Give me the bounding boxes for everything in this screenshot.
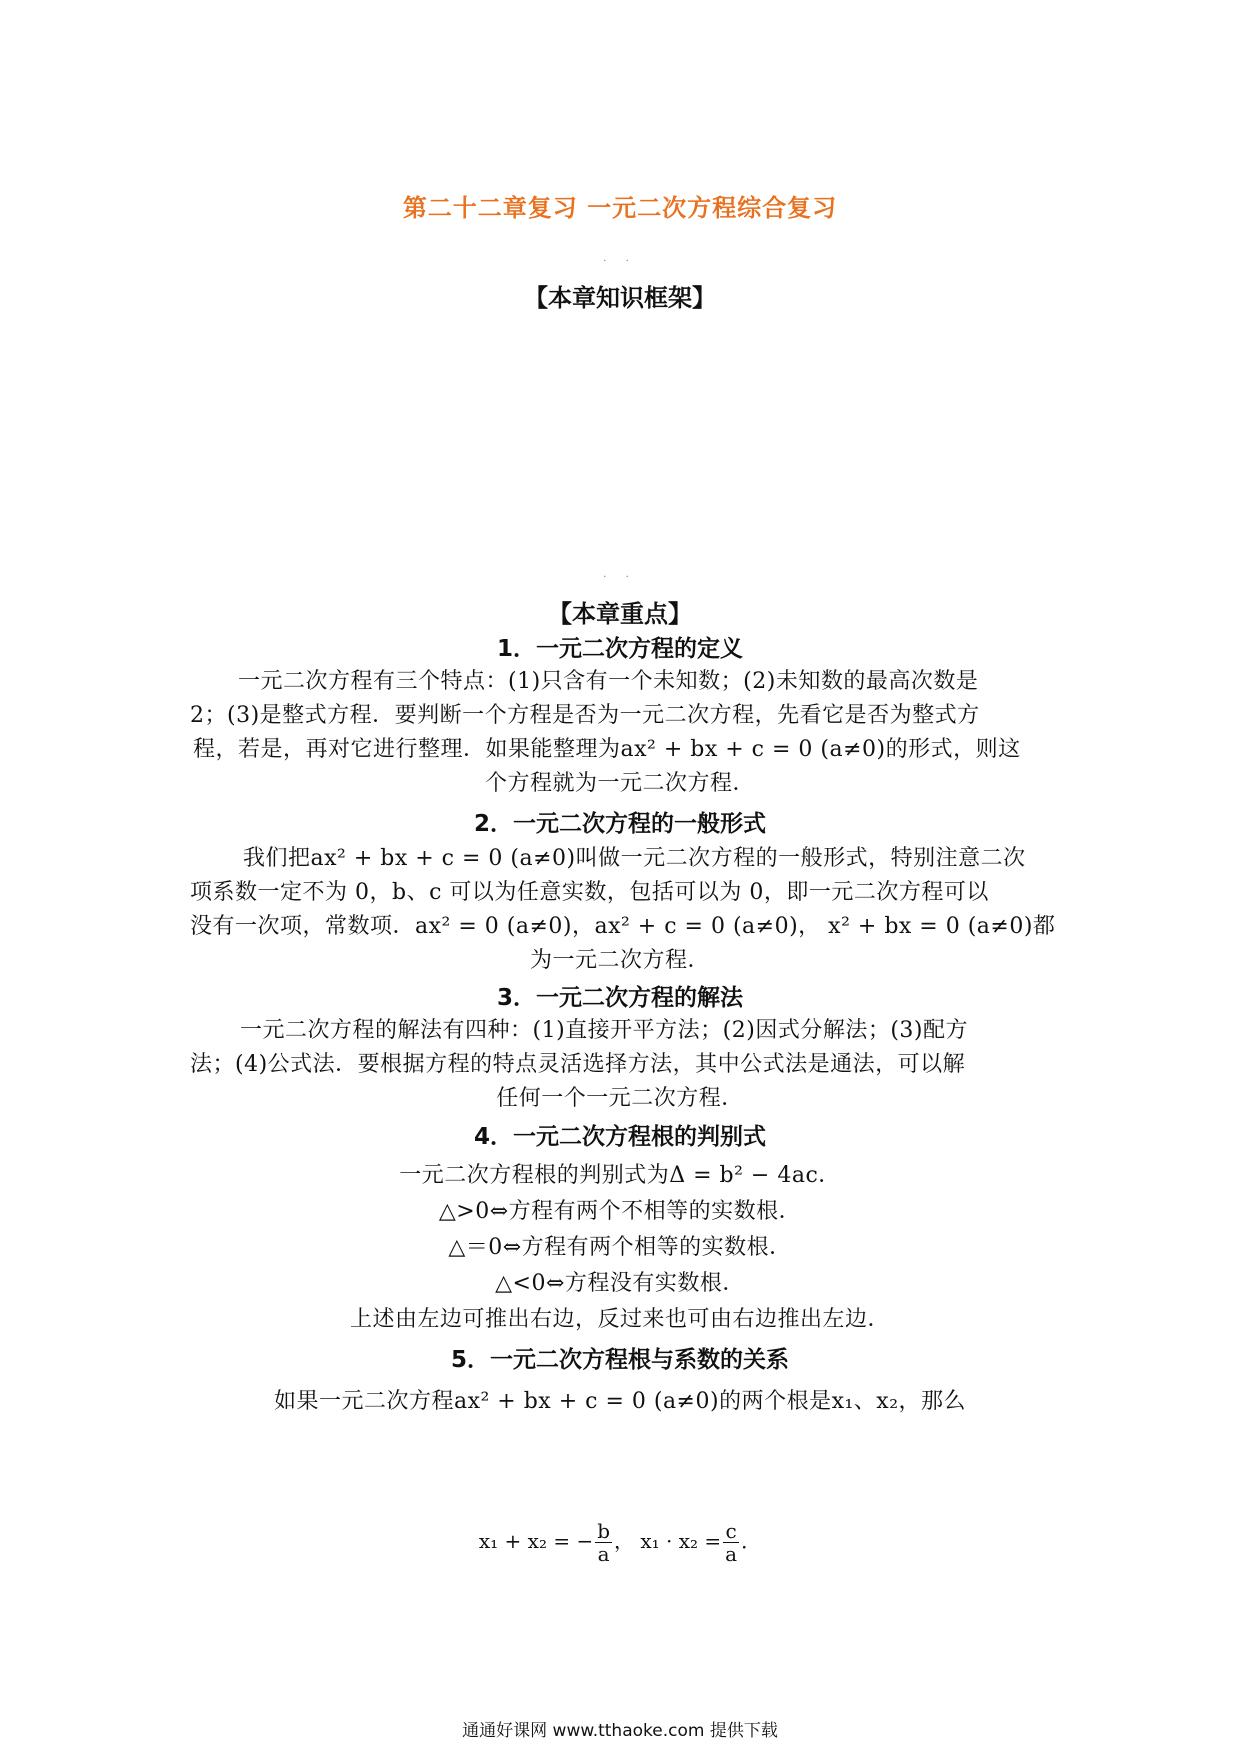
separator: ， (614, 1529, 635, 1553)
paragraph-line: 没有一次项，常数项．ax² = 0 (a≠0)，ax² + c = 0 (a≠0)， x² + bx = 0 (a≠0)都 (190, 914, 1056, 939)
fraction-numerator: b (597, 1519, 611, 1543)
prod-fraction (723, 1520, 739, 1565)
decorative-dots: · · (603, 572, 637, 583)
section-heading: 4．一元二次方程根的判别式 (473, 1124, 766, 1150)
fraction-denominator: a (597, 1542, 610, 1566)
paragraph-line: 2；(3)是整式方程．要判断一个方程是否为一元二次方程，先看它是否为整式方 (190, 703, 980, 728)
paragraph-line: 我们把ax² + bx + c = 0 (a≠0)叫做一元二次方程的一般形式，特别注意二次 (243, 846, 1026, 871)
section-heading: 3．一元二次方程的解法 (496, 985, 743, 1011)
keypoints-heading: 【本章重点】 (548, 600, 692, 628)
page-title: 第二十二章复习 一元二次方程综合复习 (402, 194, 838, 222)
paragraph-line: 一元二次方程有三个特点：(1)只含有一个未知数；(2)未知数的最高次数是 (238, 669, 979, 694)
decorative-dots: · · (603, 256, 637, 267)
paragraph-line: 项系数一定不为 0，b、c 可以为任意实数，包括可以为 0，即一元二次方程可以 (190, 880, 989, 905)
paragraph-line: 法；(4)公式法．要根据方程的特点灵活选择方法，其中公式法是通法，可以解 (190, 1052, 966, 1077)
section-heading: 2．一元二次方程的一般形式 (473, 811, 766, 837)
paragraph-line: 程，若是，再对它进行整理．如果能整理为ax² + bx + c = 0 (a≠0)的形式，则这 (193, 737, 1021, 762)
paragraph-line: 个方程就为一元二次方程． (484, 771, 755, 796)
framework-heading: 【本章知识框架】 (524, 284, 716, 312)
vieta-formula (0, 1520, 1240, 1565)
section-heading: 1．一元二次方程的定义 (496, 636, 743, 662)
paragraph-line: △<0⇔方程没有实数根． (495, 1271, 745, 1296)
prod-left: x₁ · x₂ = (640, 1529, 722, 1553)
section-heading: 5．一元二次方程根与系数的关系 (450, 1347, 789, 1373)
paragraph-line: 如果一元二次方程ax² + bx + c = 0 (a≠0)的两个根是x₁、x₂，那么 (273, 1389, 967, 1414)
paragraph-line: 为一元二次方程． (529, 948, 710, 973)
sum-fraction (595, 1520, 612, 1565)
sum-left: x₁ + x₂ = − (478, 1529, 594, 1553)
end-punctuation: ． (741, 1529, 762, 1553)
paragraph-line: 一元二次方程根的判别式为Δ = b² − 4ac． (399, 1163, 841, 1188)
paragraph-line: 一元二次方程的解法有四种：(1)直接开平方法；(2)因式分解法；(3)配方 (240, 1018, 968, 1043)
fraction-denominator: a (725, 1542, 738, 1566)
fraction-numerator: c (723, 1520, 739, 1543)
footer: 通通好课网 www.tthaoke.com 提供下载 (462, 1721, 778, 1741)
paragraph-line: 上述由左边可推出右边，反过来也可由右边推出左边． (349, 1307, 890, 1332)
paragraph-line: 任何一个一元二次方程． (496, 1086, 744, 1111)
paragraph-line: △＝0⇔方程有两个相等的实数根． (448, 1235, 792, 1260)
paragraph-line: △>0⇔方程有两个不相等的实数根． (438, 1199, 802, 1224)
